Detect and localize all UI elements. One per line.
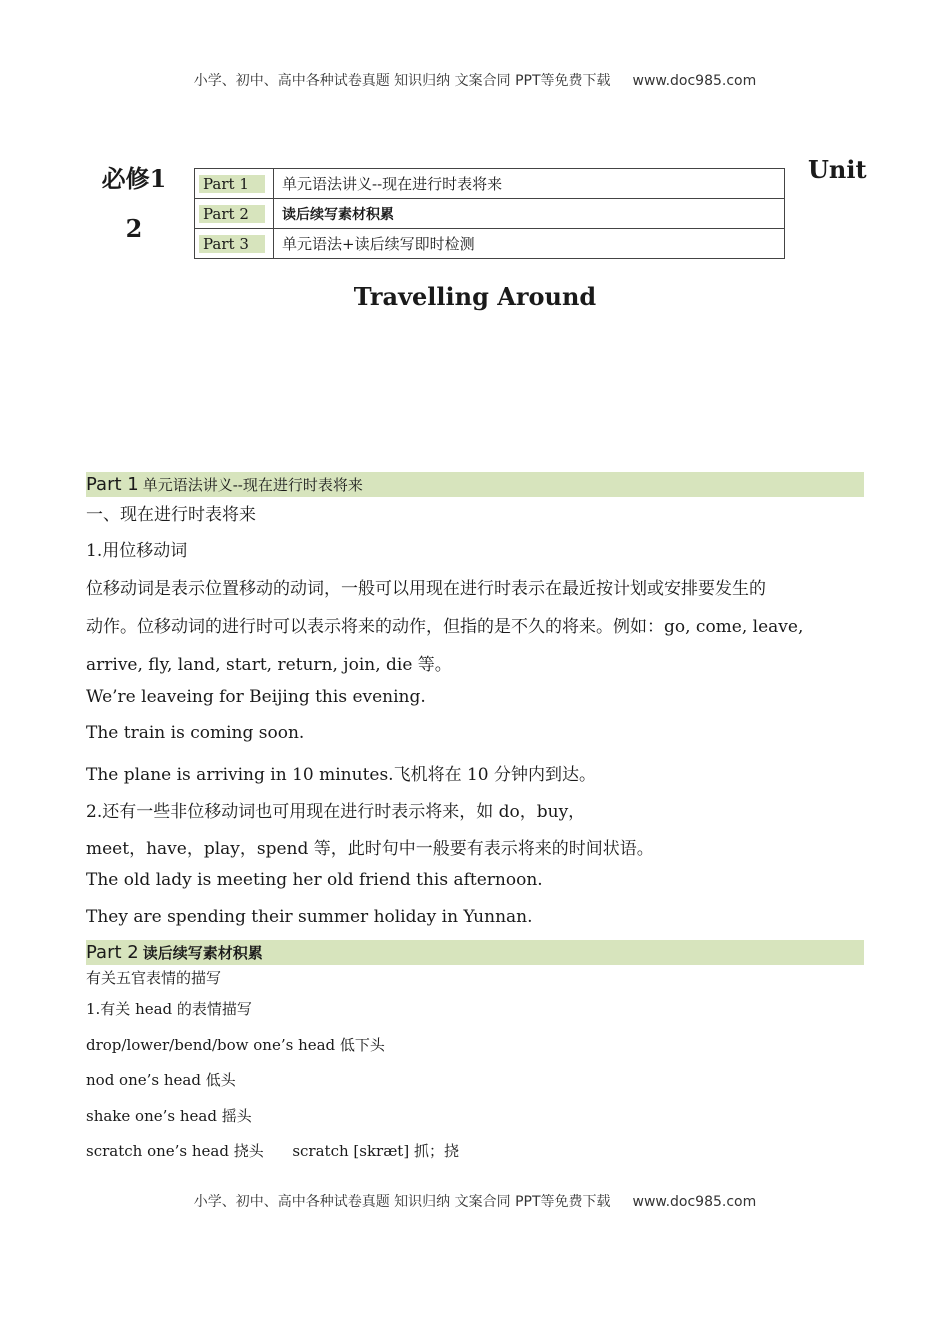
part2-heading	[86, 940, 864, 965]
page-subtitle: Travelling Around	[353, 282, 597, 311]
part1-line: 位移动词是表示位置移动的动词，一般可以用现在进行时表示在最近按计划或安排要发生的	[86, 579, 766, 599]
part1-line: The old lady is meeting her old friend this afternoon.	[86, 870, 543, 890]
toc-part-label: Part 2	[199, 205, 265, 223]
part1-line: arrive, fly, land, start, return, join, die 等。	[86, 655, 452, 675]
header-url[interactable]: www.doc985.com	[632, 73, 757, 89]
part1-line: meet，have，play，spend 等，此时句中一般要有表示将来的时间状语。	[86, 839, 654, 859]
toc-part-cell	[195, 199, 274, 229]
part2-line: nod one’s head 低头	[86, 1071, 236, 1089]
part2-line: 1.有关 head 的表情描写	[86, 1000, 252, 1018]
part2-line: scratch one’s head 挠头 scratch [skræt] 抓；挠	[86, 1142, 459, 1160]
toc-label-cell: 单元语法+读后续写即时检测	[274, 229, 785, 259]
part1-line: The train is coming soon.	[86, 723, 305, 743]
toc-part-label: Part 1	[199, 175, 265, 193]
part1-line: We’re leaveing for Beijing this evening.	[86, 687, 426, 707]
page-footer	[0, 1191, 950, 1211]
toc-table	[194, 168, 785, 259]
part2-line: 有关五官表情的描写	[86, 969, 222, 987]
part2-line: shake one’s head 摇头	[86, 1107, 252, 1125]
page-header	[0, 70, 950, 90]
part1-line: 动作。位移动词的进行时可以表示将来的动作，但指的是不久的将来。例如：go, come, leave,	[86, 617, 804, 637]
title-left	[98, 154, 170, 254]
toc-label-cell: 单元语法讲义--现在进行时表将来	[274, 169, 785, 199]
part1-line: 1.用位移动词	[86, 541, 188, 561]
part1-heading	[86, 472, 864, 497]
part1-title: 单元语法讲义--现在进行时表将来	[142, 476, 363, 494]
footer-text: 小学、初中、高中各种试卷真题 知识归纳 文案合同 PPT等免费下载	[193, 1194, 611, 1210]
title-right: Unit	[808, 155, 867, 184]
part1-number: Part 1	[86, 474, 139, 495]
title-left-line2: 2	[125, 214, 143, 243]
part1-line: 一、现在进行时表将来	[86, 505, 256, 525]
toc-row	[195, 199, 785, 229]
toc-row	[195, 169, 785, 199]
toc-part-cell	[195, 229, 274, 259]
footer-url[interactable]: www.doc985.com	[632, 1194, 757, 1210]
part2-title: 读后续写素材积累	[142, 944, 263, 962]
part1-line: 2.还有一些非位移动词也可用现在进行时表示将来，如 do，buy，	[86, 802, 586, 822]
part1-line: They are spending their summer holiday in Yunnan.	[86, 907, 533, 927]
part2-line: drop/lower/bend/bow one’s head 低下头	[86, 1036, 385, 1054]
toc-row	[195, 229, 785, 259]
part2-number: Part 2	[86, 942, 139, 963]
title-left-line1: 必修1	[101, 164, 167, 193]
toc-part-cell	[195, 169, 274, 199]
toc-part-label: Part 3	[199, 235, 265, 253]
part1-line: The plane is arriving in 10 minutes.飞机将在 10 分钟内到达。	[86, 765, 597, 785]
toc-label-cell: 读后续写素材积累	[274, 199, 785, 229]
header-text: 小学、初中、高中各种试卷真题 知识归纳 文案合同 PPT等免费下载	[193, 73, 611, 89]
